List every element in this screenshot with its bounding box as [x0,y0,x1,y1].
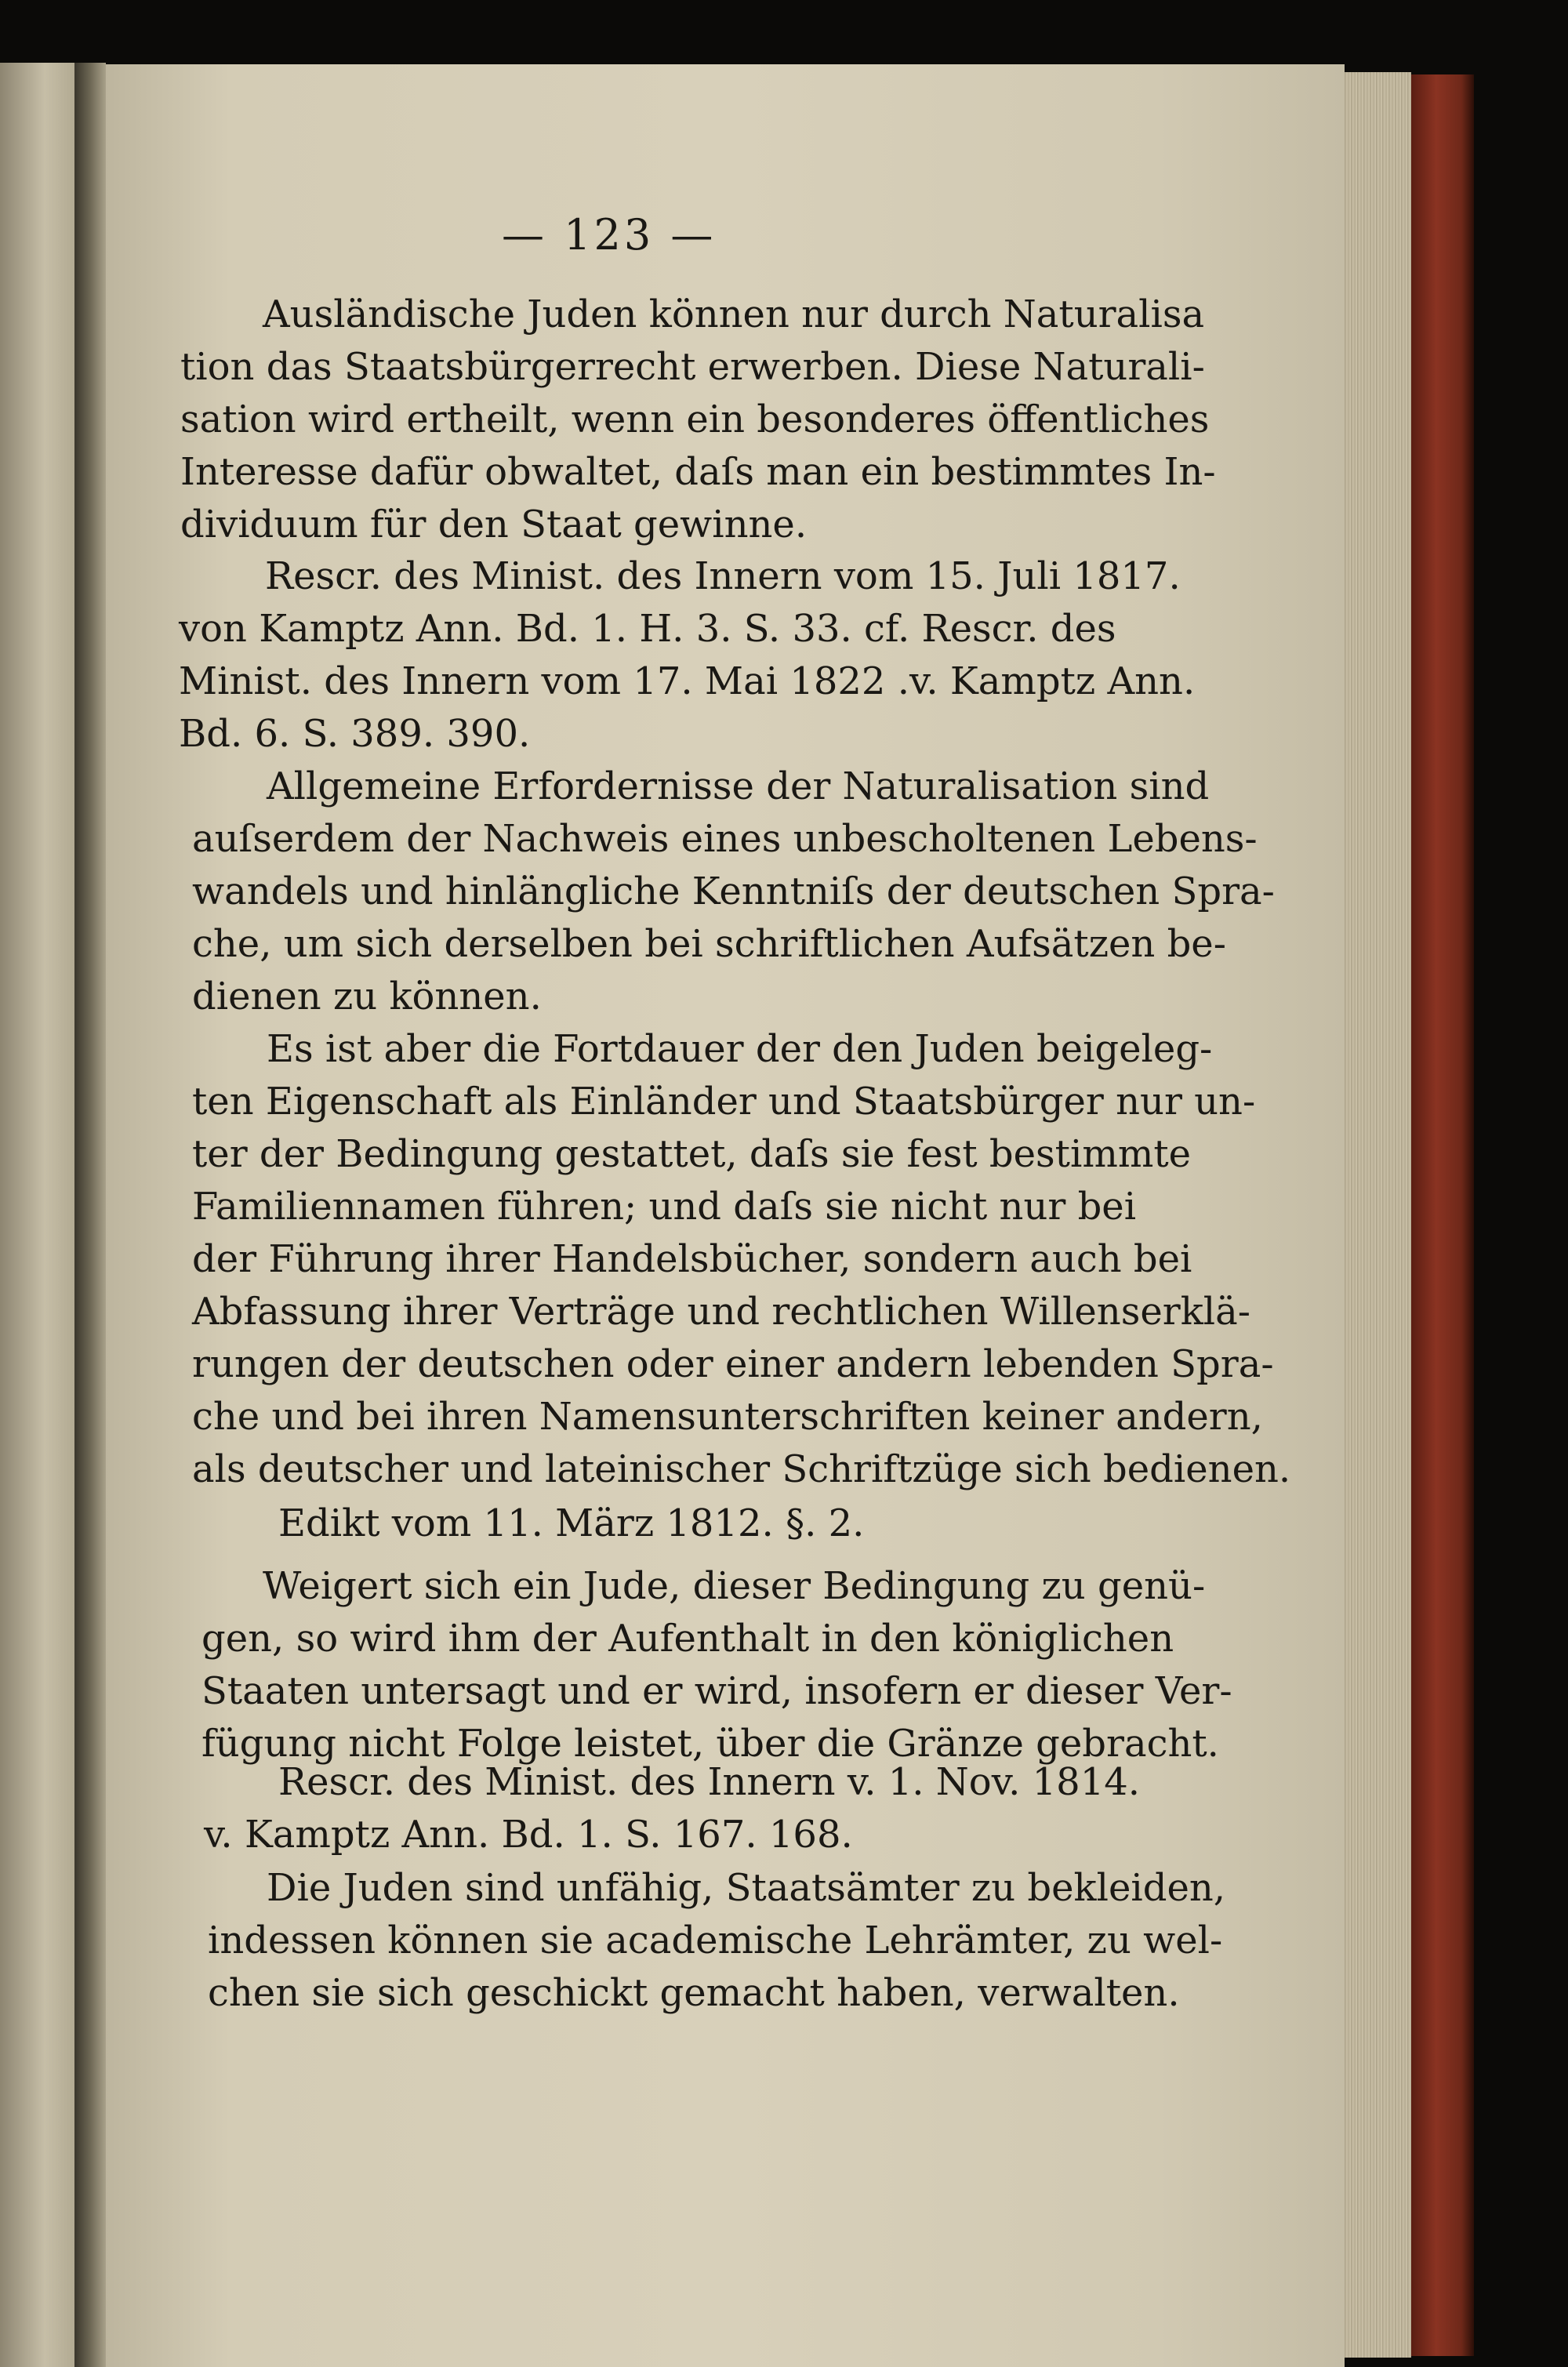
text-line: Rescr. des Minist. des Innern v. 1. Nov. 1814. [278,1760,1141,1804]
text-line: auſserdem der Nachweis eines unbescholtenen Lebens- [192,817,1258,861]
text-line: Minist. des Innern vom 17. Mai 1822 .v. Kamptz Ann. [179,659,1196,703]
text-line: dienen zu können. [192,975,542,1018]
text-line: Edikt vom 11. März 1812. §. 2. [278,1501,865,1545]
text-line: Rescr. des Minist. des Innern vom 15. Juli 1817. [265,554,1181,598]
text-line: ten Eigenschaft als Einländer und Staatsbürger nur un- [192,1080,1256,1124]
text-line: Staaten untersagt und er wird, insofern er dieser Ver- [201,1669,1232,1713]
previous-page-edge [0,63,74,2367]
text-line: sation wird ertheilt, wenn ein besonderes öffentliches [180,398,1210,441]
text-line: wandels und hinlängliche Kenntniſs der deutschen Spra- [192,869,1275,913]
text-line: gen, so wird ihm der Aufenthalt in den königlichen [201,1617,1174,1661]
text-line: Die Juden sind unfähig, Staatsämter zu bekleiden, [267,1866,1226,1910]
text-line: chen sie sich geschickt gemacht haben, verwalten. [208,1971,1180,2015]
text-line: Bd. 6. S. 389. 390. [179,712,531,756]
top-shadow [0,0,1568,67]
book-cover-edge [1411,74,1474,2356]
paragraph-2 [192,761,1275,1023]
paragraph-4 [201,1560,1232,1770]
text-line: v. Kamptz Ann. Bd. 1. S. 167. 168. [204,1813,853,1857]
text-line: von Kamptz Ann. Bd. 1. H. 3. S. 33. cf. Rescr. des [179,607,1116,651]
text-line: Ausländische Juden können nur durch Naturalisa [263,292,1205,336]
page-number: — 123 — [502,210,717,260]
citation-3 [204,1756,1141,1861]
text-line: Familiennamen führen; und daſs sie nicht nur bei [192,1185,1137,1229]
text-line: Abfassung ihrer Verträge und rechtlichen Willenserklä- [192,1290,1250,1334]
text-line: fügung nicht Folge leistet, über die Gränze gebracht. [201,1722,1219,1766]
book-gutter [74,63,106,2367]
text-line: Es ist aber die Fortdauer der den Juden beigeleg- [267,1027,1213,1071]
text-line: dividuum für den Staat gewinne. [180,503,808,546]
text-line: indessen können sie academische Lehrämter, zu wel- [208,1919,1223,1962]
paragraph-3 [192,1023,1291,1496]
citation-1 [179,550,1196,761]
text-line: der Führung ihrer Handelsbücher, sondern auch bei [192,1237,1192,1281]
text-line: als deutscher und lateinischer Schriftzüge sich bedienen. [192,1447,1291,1491]
paragraph-1 [180,289,1216,551]
text-line: Interesse dafür obwaltet, daſs man ein bestimmtes In- [180,450,1216,494]
citation-2 [278,1498,906,1550]
text-line: che, um sich derselben bei schriftlichen Aufsätzen be- [192,922,1226,966]
text-line: tion das Staatsbürgerrecht erwerben. Diese Naturali- [180,345,1205,389]
text-line: rungen der deutschen oder einer andern lebenden Spra- [192,1342,1274,1386]
text-line: che und bei ihren Namensunterschriften keiner andern, [192,1395,1263,1439]
text-line: ter der Bedingung gestattet, daſs sie fest bestimmte [192,1132,1192,1176]
page-edges-stack [1345,72,1411,2358]
paragraph-5 [208,1862,1226,2020]
text-line: Allgemeine Erfordernisse der Naturalisation sind [267,764,1210,808]
text-line: Weigert sich ein Jude, dieser Bedingung zu genü- [263,1564,1206,1608]
